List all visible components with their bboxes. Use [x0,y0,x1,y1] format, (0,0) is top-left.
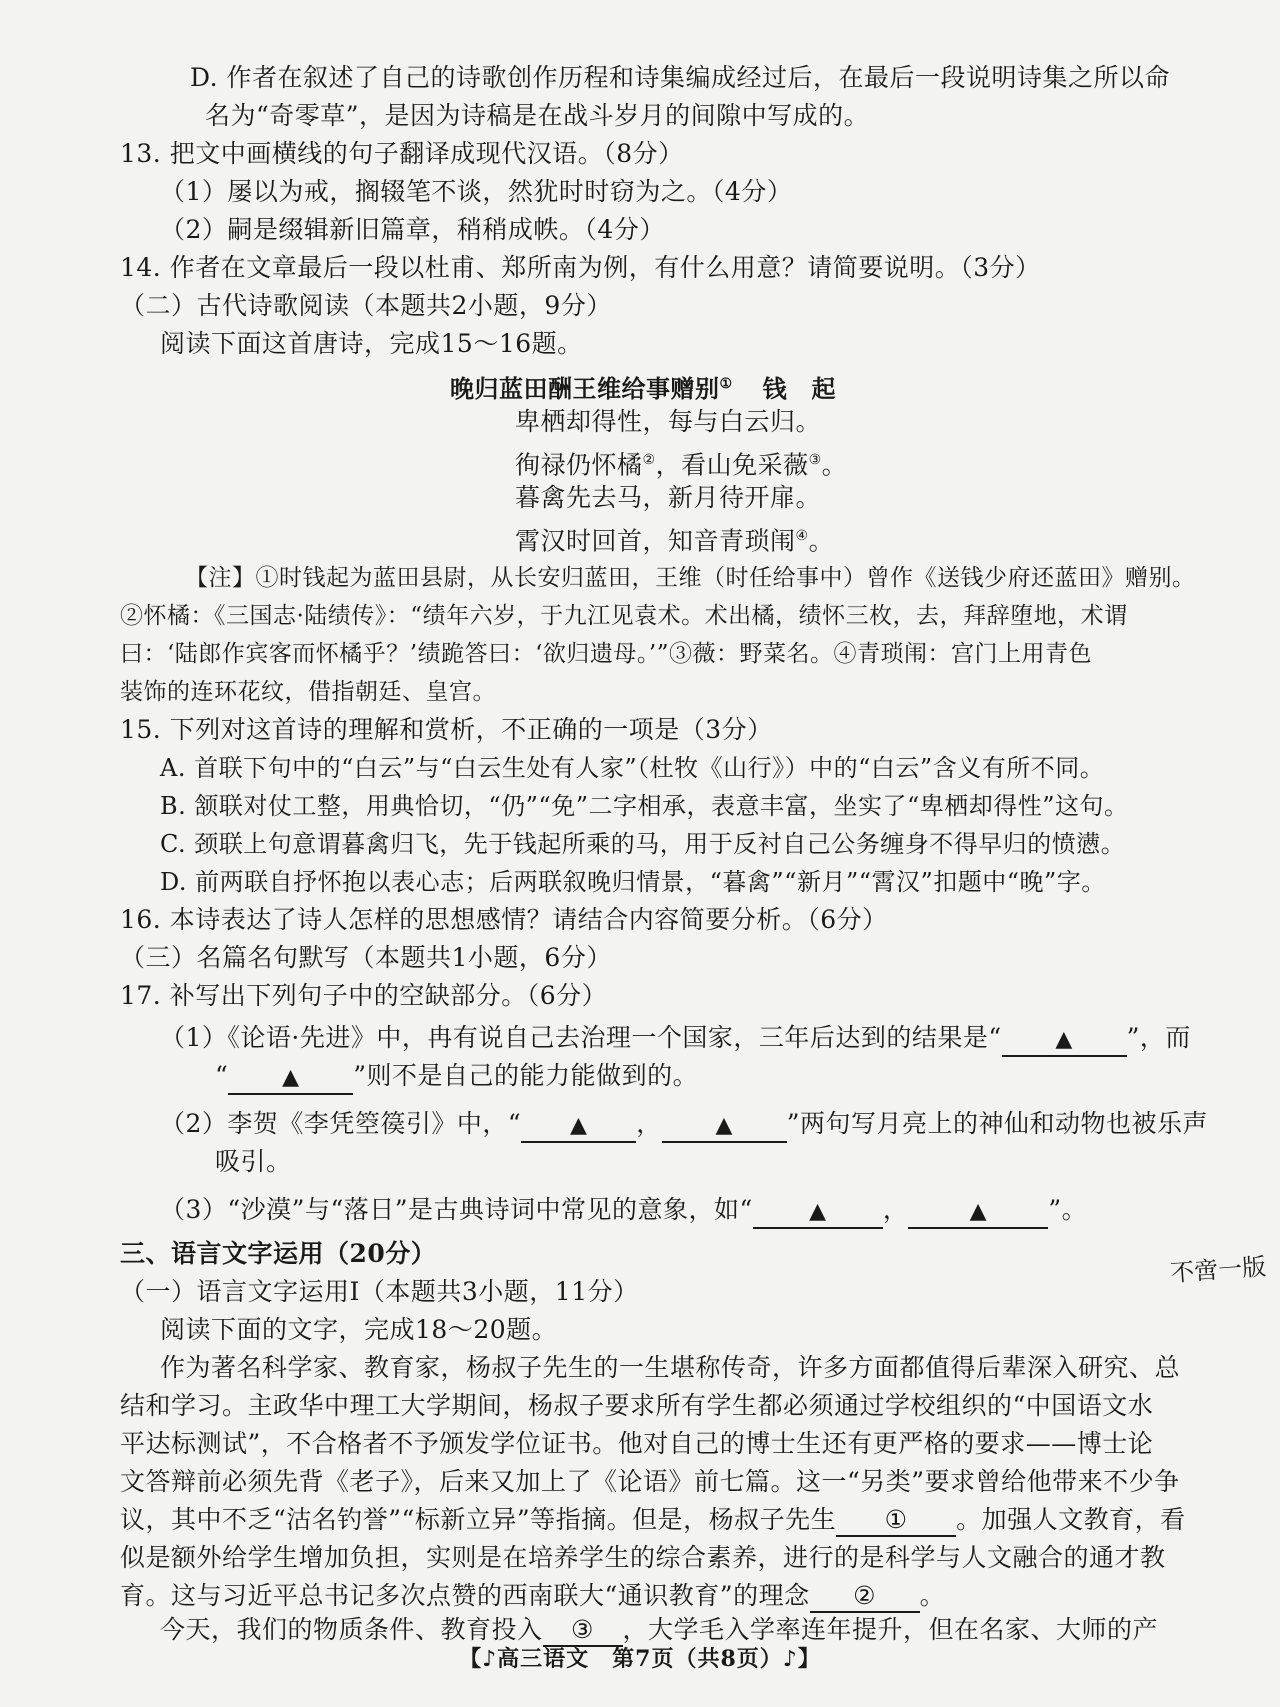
subsection-1-intro: 阅读下面的文字，完成18～20题。 [160,1315,558,1344]
q12-option-d-line2: 名为“奇零草”，是因为诗稿是在战斗岁月的间隙中写成的。 [205,101,870,130]
q15-stem: 15. 下列对这首诗的理解和赏析，不正确的一项是（3分） [120,715,773,744]
passage-line-1: 作为著名科学家、教育家，杨叔子先生的一生堪称传奇，许多方面都值得后辈深入研究、总 [160,1353,1181,1382]
handwritten-note: 不啻一版 [1169,1252,1268,1288]
poem-title-note-mark: ① [719,376,733,392]
triangle-marker-icon: ▲ [569,1113,588,1138]
notes-line-3: 曰：‘陆郎作宾客而怀橘乎？’绩跪答曰：‘欲归遗母。’”③薇：野菜名。④青琐闱：宫门上用青色 [120,641,1093,667]
poem-line-4: 霄汉时回首，知音青琐闱④。 [515,526,835,556]
answer-blank[interactable] [908,1195,1048,1229]
section-2-intro: 阅读下面这首唐诗，完成15～16题。 [160,329,583,358]
q15-option-d: D. 前两联自抒怀抱以表心志；后两联叙晚归情景，“暮禽”“新月”“霄汉”扣题中“晚”字。 [160,868,1106,896]
passage-blank-3[interactable]: ③ [543,1615,623,1647]
q15-option-b: B. 颔联对仗工整，用典恰切，“仍”“免”二字相承，表意丰富，坐实了“卑栖却得性”这句。 [160,792,1129,820]
passage-line-7: 育。这与习近平总书记多次点赞的西南联大“通识教育”的理念 ② 。 [120,1578,945,1614]
triangle-marker-icon: ▲ [969,1199,988,1224]
answer-blank[interactable] [662,1109,787,1143]
passage-line-3: 平达标测试”，不合格者不予颁发学位证书。他对自己的博士生还有更严格的要求——博士论 [120,1429,1154,1458]
passage-line-2: 结和学习。主政华中理工大学期间，杨叔子要求所有学生都必须通过学校组织的“中国语文水 [120,1391,1154,1420]
notes-line-1: 【注】①时钱起为蓝田县尉，从长安归蓝田，王维（时任给事中）曾作《送钱少府还蓝田》赠别。 [185,565,1196,591]
answer-blank[interactable] [521,1109,636,1143]
poem-author: 钱 起 [762,374,837,403]
page-footer: 【♪高三语文 第7页（共8页）♪】 [459,1646,821,1672]
answer-blank[interactable] [753,1195,883,1229]
poem-title-line [450,366,836,407]
q13-sentence-2: （2）嗣是缀辑新旧篇章，稍稍成帙。（4分） [160,215,665,244]
part-3-title: 三、语言文字运用（20分） [120,1239,437,1268]
section-2-title: （二）古代诗歌阅读（本题共2小题，9分） [120,291,612,320]
q12-option-d-line1: D. 作者在叙述了自己的诗歌创作历程和诗集编成经过后，在最后一段说明诗集之所以命 [190,63,1171,92]
notes-line-4: 装饰的连环花纹，借指朝廷、皇宫。 [120,679,496,705]
q17-part-1-line2: “ ▲ ”则不是自己的能力能做到的。 [215,1058,698,1095]
q15-option-c: C. 颈联上句意谓暮禽归飞，先于钱起所乘的马，用于反衬自己公务缠身不得早归的愤懑。 [160,830,1126,858]
poem-line-1: 卑栖却得性，每与白云归。 [515,407,822,436]
answer-blank[interactable] [228,1061,353,1095]
triangle-marker-icon: ▲ [715,1113,733,1138]
q17-part-2-line1: （2）李贺《李凭箜篌引》中，“ ▲ ， ▲ ”两句写月亮上的神仙和动物也被乐声 [160,1106,1208,1143]
passage-blank-1[interactable]: ① [836,1505,956,1537]
poem-line-3: 暮禽先去马，新月待开扉。 [515,483,822,512]
answer-blank[interactable] [1002,1023,1127,1057]
passage-blank-2[interactable]: ② [810,1581,920,1613]
section-3-title: （三）名篇名句默写（本题共1小题，6分） [120,943,612,972]
q16-stem: 16. 本诗表达了诗人怎样的思想感情？请结合内容简要分析。（6分） [120,905,888,934]
passage-line-5: 议，其中不乏“沽名钓誉”“标新立异”等指摘。但是，杨叔子先生 ① 。加强人文教育，看 [120,1502,1186,1538]
q14-stem: 14. 作者在文章最后一段以杜甫、郑所南为例，有什么用意？请简要说明。（3分） [120,253,1041,282]
q17-stem: 17. 补写出下列句子中的空缺部分。（6分） [120,981,608,1010]
q13-stem: 13. 把文中画横线的句子翻译成现代汉语。（8分） [120,139,684,168]
q13-sentence-1: （1）屡以为戒，搁辍笔不谈，然犹时时窃为之。（4分） [160,177,793,206]
subsection-1-title: （一）语言文字运用Ⅰ（本题共3小题，11分） [120,1277,639,1306]
passage-line-6: 似是额外给学生增加负担，实则是在培养学生的综合素养，进行的是科学与人文融合的通才教 [120,1543,1166,1572]
q17-part-1-line1: （1）《论语·先进》中，冉有说自己去治理一个国家，三年后达到的结果是“ ▲ ”，而 [160,1020,1191,1057]
triangle-marker-icon: ▲ [809,1199,827,1224]
q17-part-3: （3）“沙漠”与“落日”是古典诗词中常见的意象，如“ ▲ ， ▲ ”。 [160,1192,1087,1229]
notes-line-2: ②怀橘：《三国志·陆绩传》：“绩年六岁，于九江见袁术。术出橘，绩怀三枚，去，拜辞堕地，术谓 [120,603,1128,629]
q15-option-a: A. 首联下句中的“白云”与“白云生处有人家”（杜牧《山行》）中的“白云”含义有所不同。 [160,754,1105,782]
poem-line-2: 徇禄仍怀橘②，看山免采薇③。 [515,450,848,480]
triangle-marker-icon: ▲ [282,1065,300,1090]
q17-part-2-line2: 吸引。 [215,1147,292,1176]
passage-line-4: 文答辩前必须先背《老子》，后来又加上了《论语》前七篇。这一“另类”要求曾给他带来不少争 [120,1467,1180,1496]
passage-line-8: 今天，我们的物质条件、教育投入 ③ ，大学毛入学率连年提升，但在名家、大师的产 [160,1612,1158,1648]
poem-title: 晚归蓝田酬王维给事赠别 [450,374,720,403]
triangle-marker-icon: ▲ [1055,1027,1073,1052]
